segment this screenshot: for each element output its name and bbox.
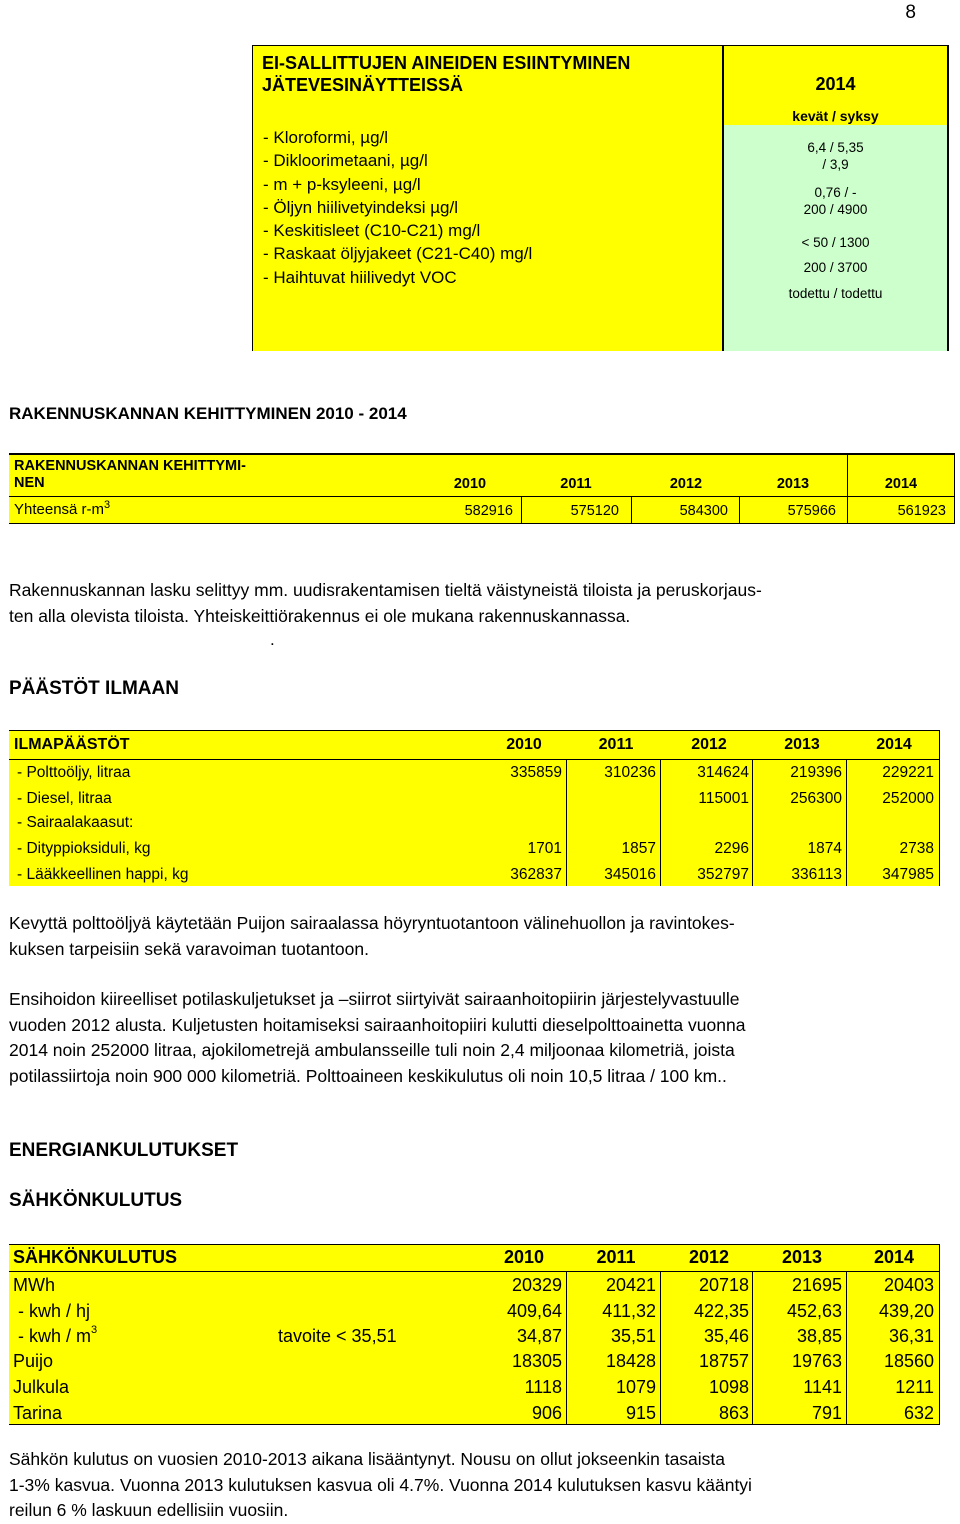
list-item: - m + p-ksyleeni, µg/l [263,174,421,194]
header-line-2: NEN [14,475,45,491]
divider [847,453,848,524]
value-cell: 2738 [899,840,934,857]
value-cell: 791 [811,1403,842,1423]
value-cell: 575966 [787,503,836,519]
rakennuskanta-header-label [14,458,246,492]
value-cell: 252000 [882,790,934,807]
ei-sallittujen-season: kevät / syksy [792,108,879,124]
year-header: 2010 [503,1247,545,1267]
paragraph-line: reilun 6 % laskuun edellisiin vuosiin. [9,1500,289,1520]
header-line-1: RAKENNUSKANNAN KEHITTYMI- [14,458,246,474]
year-header: 2012 [669,476,703,492]
value-cell: 452,63 [786,1301,842,1321]
value-cell: todettu / todettu [788,286,883,301]
value-cell: 19763 [791,1351,842,1371]
row-label: MWh [13,1275,55,1295]
energia-section-title: ENERGIANKULUTUKSET [9,1140,239,1161]
value-cell: 352797 [697,866,749,883]
ei-sallittujen-year: 2014 [815,74,856,94]
year-header: 2011 [560,476,592,492]
year-header: 2012 [688,1247,730,1267]
value-cell: 915 [625,1403,656,1423]
paragraph-line: potilassiirtoja noin 900 000 kilometriä. Polttoaineen keskikulutus oli noin 10,5 litraa / 100 km.. [9,1065,727,1086]
divider [846,760,847,886]
value-cell: 863 [718,1403,749,1423]
polttooljy-paragraph [9,911,954,962]
divider [739,496,740,524]
row-label: Puijo [13,1351,54,1371]
year-header: 2013 [781,1247,823,1267]
divider [752,1272,753,1425]
paragraph-line: 2014 noin 252000 litraa, ajokilometrejä ambulansseille tuli noin 2,4 miljoonaa kilometriä, joista [9,1040,735,1060]
value-cell: 1079 [615,1377,656,1397]
list-item: - Kloroformi, µg/l [263,128,389,147]
divider [631,496,632,524]
year-header: 2014 [873,1247,915,1267]
divider [660,760,661,886]
value-cell: 35,51 [610,1326,656,1346]
paragraph-line: vuoden 2012 alusta. Kuljetusten hoitamiseksi sairaanhoitopiiri kulutti dieselpolttoainetta vuonna [9,1014,746,1035]
value-cell: 219396 [790,764,842,781]
rakennuskanta-section-title: RAKENNUSKANNAN KEHITTYMINEN 2010 - 2014 [9,404,407,423]
year-header: 2011 [596,1247,636,1267]
value-cell: 18757 [698,1351,749,1371]
year-header: 2013 [776,476,810,492]
value-cell: 582916 [464,503,513,519]
sahko-paragraph [9,1447,954,1524]
value-cell: 1098 [708,1377,749,1397]
sahkonkulutus-subtitle: SÄHKÖNKULUTUS [9,1190,183,1211]
year-header: 2013 [784,736,820,753]
year-header: 2010 [506,736,542,753]
paragraph-line: Kevyttä polttoöljyä käytetään Puijon sairaalassa höyryntuotantoon välinehuollon ja ravintokes- [9,913,735,933]
list-item: - Haihtuvat hiilivedyt VOC [263,267,457,287]
divider [939,1244,940,1425]
note-line: ten alla olevista tiloista. Yhteiskeittiörakennus ei ole mukana rakennuskannassa. [9,605,631,626]
row-label: - Polttoöljy, litraa [17,764,131,781]
value-cell: 18428 [605,1351,656,1371]
divider [954,453,955,524]
ilmapaastot-header-label: ILMAPÄÄSTÖT [14,736,130,753]
value-cell: 35,46 [703,1326,749,1346]
value-cell: 115001 [698,790,749,807]
row-label [13,1326,97,1347]
note-line: Rakennuskannan lasku selittyy mm. uudisrakentamisen tieltä väistyneistä tiloista ja peruskorjaus- [9,580,762,600]
target-note: tavoite < 35,51 [278,1326,397,1346]
value-cell: 439,20 [878,1301,934,1321]
divider [566,760,567,886]
value-cell: 1118 [524,1377,562,1397]
value-cell: 6,4 / 5,35 [807,140,864,155]
value-cell: 1857 [621,840,656,857]
title-line-1: EI-SALLITTUJEN AINEIDEN ESIINTYMINEN [262,53,631,73]
value-cell: 561923 [897,503,946,519]
value-cell: 20403 [883,1275,934,1295]
list-item: - Raskaat öljyjakeet (C21-C40) mg/l [263,244,533,264]
page-number: 8 [905,2,916,23]
value-cell: 411,32 [602,1301,656,1321]
ei-sallittujen-items [263,126,532,289]
value-cell: 200 / 3700 [803,260,868,275]
value-cell: 2296 [714,840,749,857]
ensihoito-paragraph [9,987,954,1089]
divider [660,1272,661,1425]
year-header: 2010 [453,476,487,492]
value-cell: 336113 [791,866,842,883]
value-cell: < 50 / 1300 [801,235,870,250]
value-cell: 21695 [791,1275,842,1295]
list-item: - Öljyn hiilivetyindeksi µg/l [263,197,458,217]
value-cell: 310236 [604,764,656,781]
value-cell: 584300 [679,503,728,519]
value-cell: 632 [903,1403,934,1423]
superscript: 3 [91,1324,98,1336]
rakennuskanta-note [9,578,954,629]
paragraph-line: Sähkön kulutus on vuosien 2010-2013 aikana lisääntynyt. Nousu on ollut jokseenkin tasaista [9,1449,726,1469]
value-cell: 906 [531,1403,562,1423]
value-cell: 20329 [511,1275,562,1295]
divider [521,496,522,524]
stray-dot: . [270,630,275,649]
value-cell: 347985 [882,866,934,883]
paragraph-line: kuksen tarpeisiin sekä varavoiman tuotantoon. [9,938,369,959]
ei-sallittujen-title [262,52,630,96]
value-cell: 200 / 4900 [803,202,868,217]
value-cell: 34,87 [516,1326,562,1346]
value-cell: 20421 [605,1275,656,1295]
value-cell: 0,76 / - [814,185,857,200]
title-line-2: JÄTEVESINÄYTTEISSÄ [262,75,464,95]
value-cell: 314624 [697,764,749,781]
value-cell: 1211 [895,1377,934,1397]
row-label: - Dityppioksiduli, kg [17,840,151,857]
superscript: 3 [104,499,111,511]
year-header: 2012 [691,736,727,753]
paastot-section-title: PÄÄSTÖT ILMAAN [9,678,179,699]
sahko-header-label: SÄHKÖNKULUTUS [13,1247,177,1267]
value-cell: 36,31 [888,1326,934,1346]
value-cell: 1141 [803,1377,842,1397]
row-label: - Lääkkeellinen happi, kg [17,866,189,883]
divider [752,760,753,886]
value-cell: 409,64 [506,1301,562,1321]
row-label: - Sairaalakaasut: [17,814,134,831]
value-cell: 18560 [883,1351,934,1371]
list-item: - Dikloorimetaani, µg/l [263,151,428,171]
value-cell: 345016 [604,866,656,883]
value-cell: 422,35 [693,1301,749,1321]
row-label: Julkula [13,1377,70,1397]
row-label: - Diesel, litraa [17,790,112,807]
value-cell: 38,85 [796,1326,842,1346]
row-label [14,501,110,518]
value-cell: 575120 [570,503,619,519]
divider [846,1272,847,1425]
year-header: 2011 [598,736,634,753]
row-label: - kwh / hj [13,1301,91,1321]
value-cell: 335859 [510,764,562,781]
list-item: - Keskitisleet (C10-C21) mg/l [263,221,481,241]
value-cell: 1701 [527,840,562,857]
value-cell: 256300 [790,790,842,807]
value-cell: / 3,9 [822,157,849,172]
value-cell: 229221 [882,764,934,781]
year-header: 2014 [884,476,918,492]
year-header: 2014 [876,736,912,753]
value-cell: 18305 [511,1351,562,1371]
value-cell: 362837 [510,866,562,883]
paragraph-line: Ensihoidon kiireelliset potilaskuljetukset ja –siirrot siirtyivät sairaanhoitopiirin järjestelyvastuulle [9,989,740,1009]
row-label: Tarina [13,1403,63,1423]
value-cell: 20718 [698,1275,749,1295]
value-cell: 1874 [807,840,842,857]
divider [566,1272,567,1425]
row-label-text: Yhteensä r-m [14,501,105,518]
row-label-text: - kwh / m [13,1326,92,1346]
divider [939,730,940,886]
paragraph-line: 1-3% kasvua. Vuonna 2013 kulutuksen kasvua oli 4.7%. Vuonna 2014 kulutuksen kasvu kääntyi [9,1474,752,1495]
